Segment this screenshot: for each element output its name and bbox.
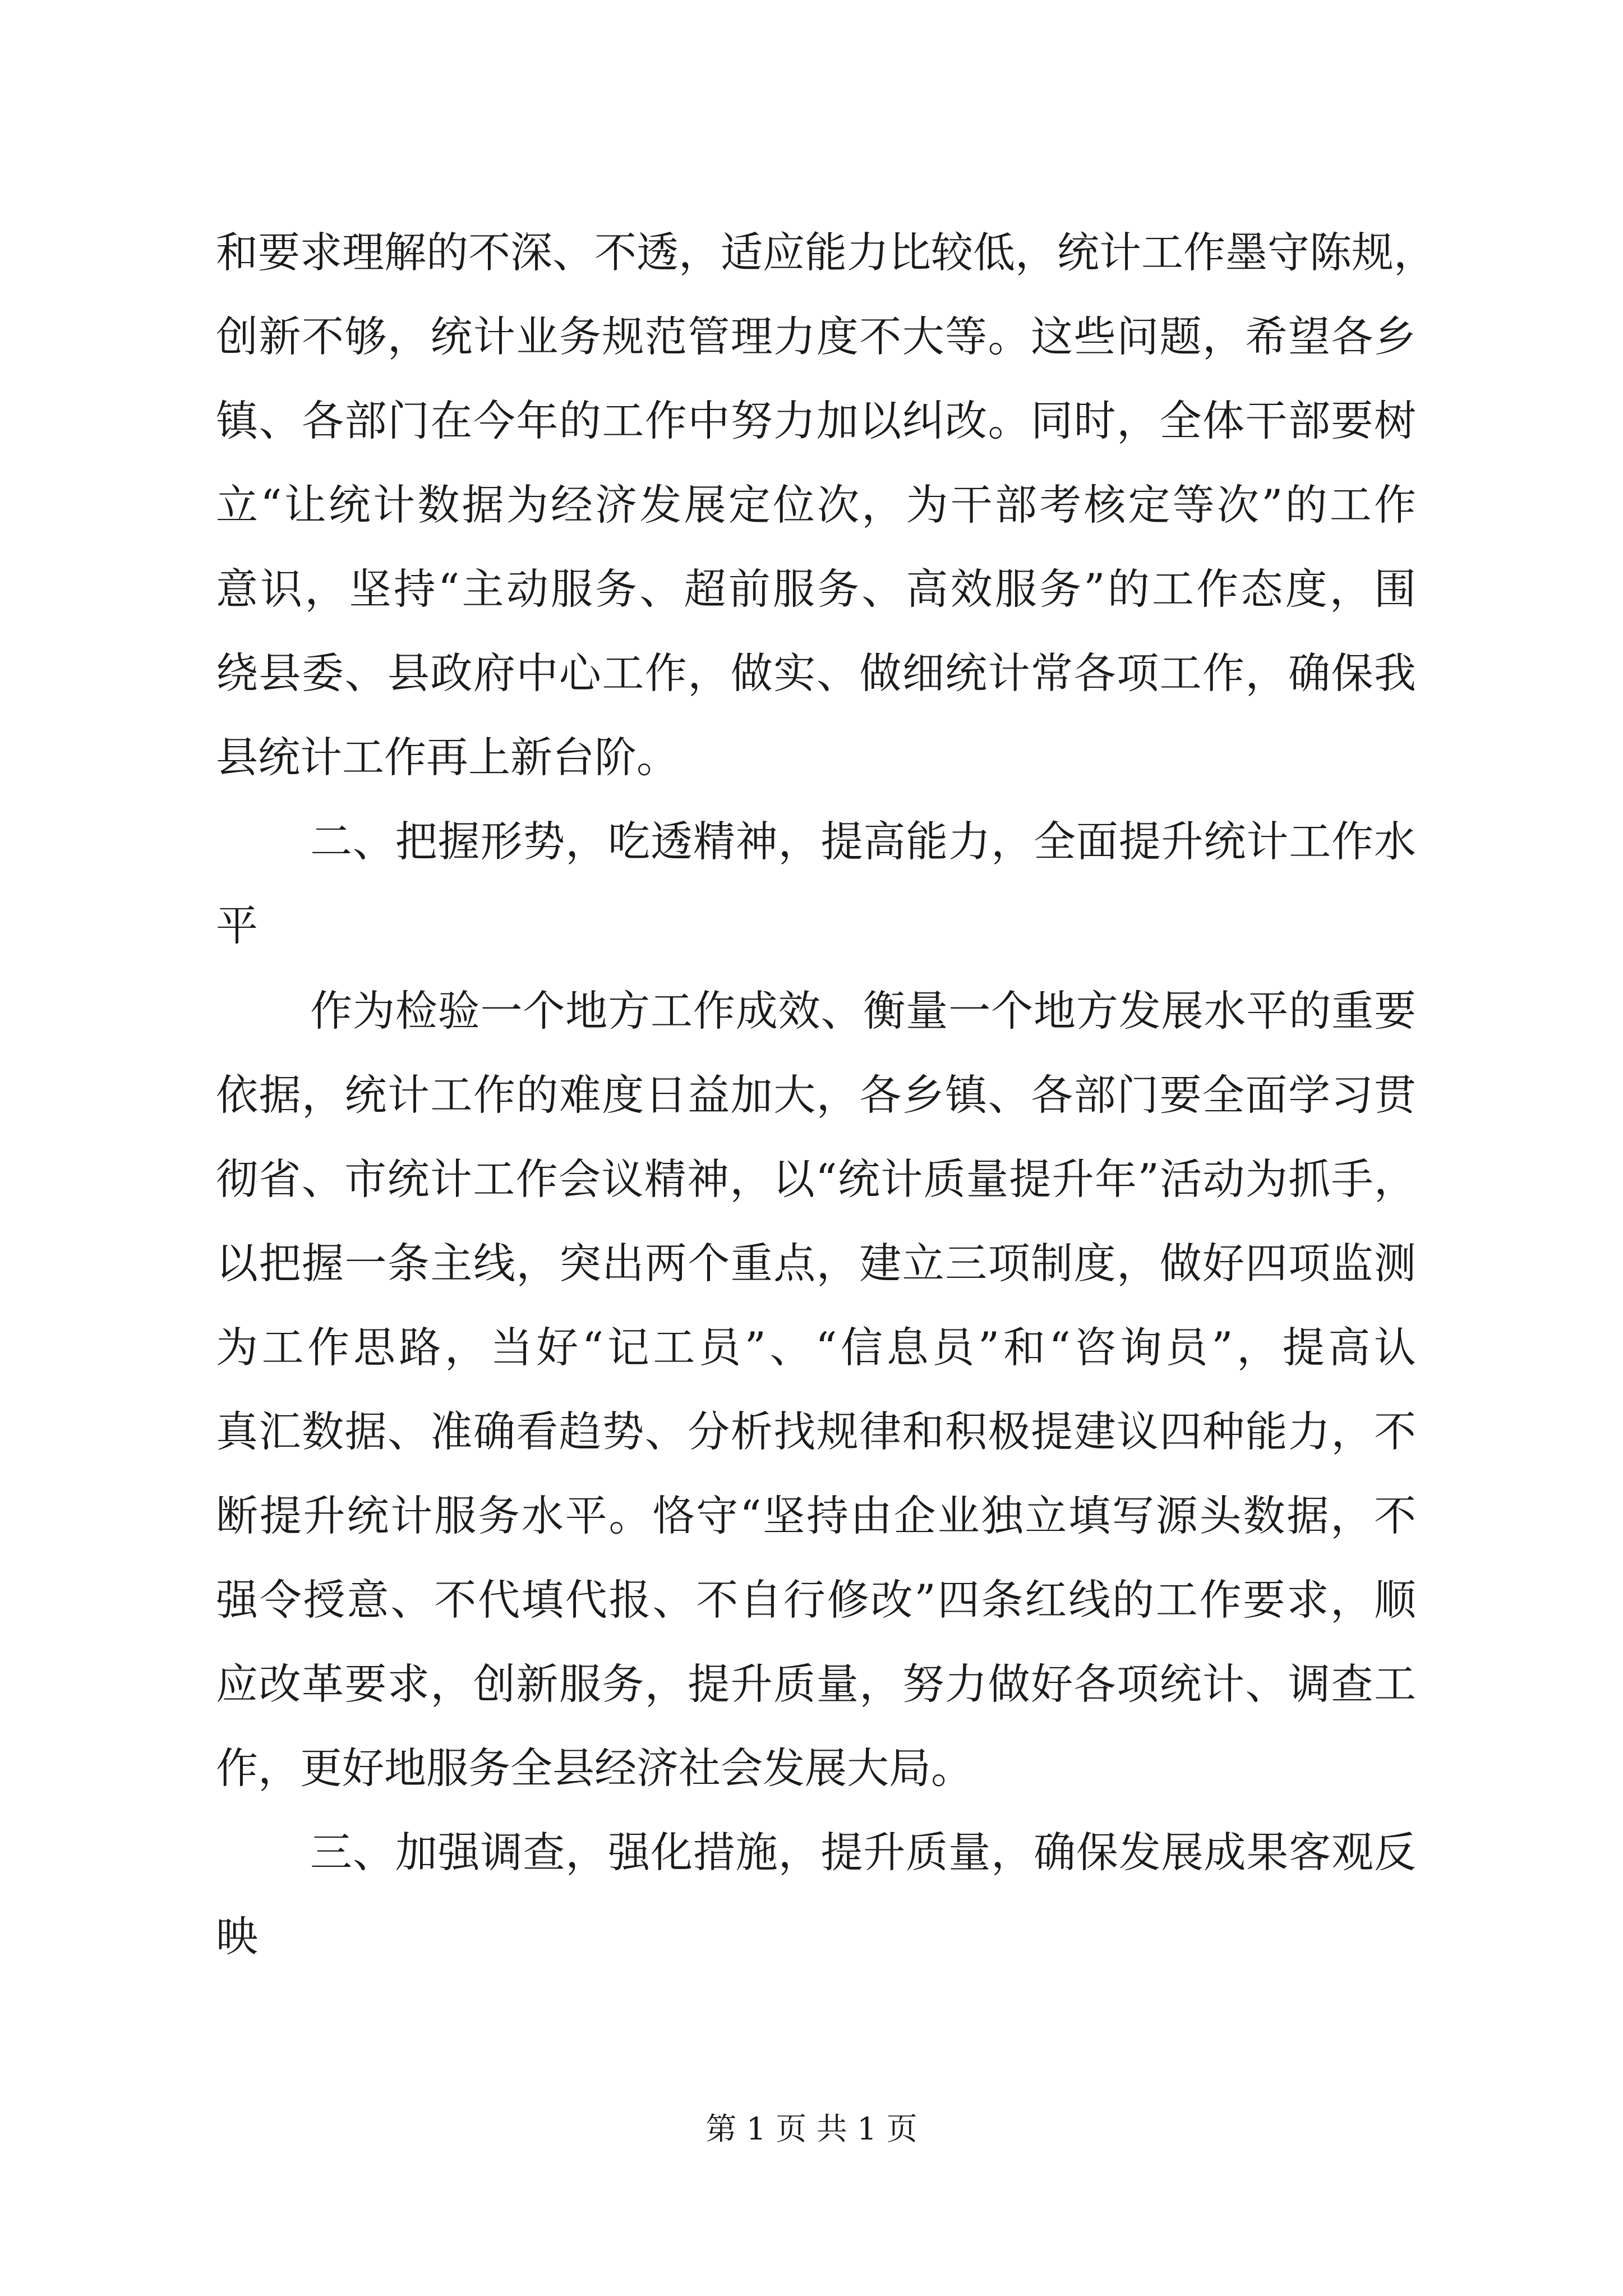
body-line: 作，更好地服务全县经济社会发展大局。	[216, 1743, 974, 1793]
body-line: 应改革要求，创新服务，提升质量，努力做好各项统计、调查工	[216, 1659, 1416, 1709]
section-heading: 三、加强调查，强化措施，提升质量，确保发展成果客观反	[310, 1828, 1416, 1877]
page-number-footer: 第 1 页 共 1 页	[706, 2111, 917, 2147]
section-heading: 映	[216, 1912, 259, 1961]
body-line: 创新不够，统计业务规范管理力度不大等。这些问题，希望各乡	[216, 312, 1416, 361]
section-heading: 平	[216, 901, 259, 950]
body-line: 强令授意、不代填代报、不自行修改”四条红线的工作要求，顺	[216, 1575, 1416, 1625]
body-line: 依据，统计工作的难度日益加大，各乡镇、各部门要全面学习贯	[216, 1070, 1416, 1120]
body-line: 为工作思路，当好“记工员”、“信息员”和“咨询员”，提高认	[216, 1323, 1416, 1372]
body-line: 县统计工作再上新台阶。	[216, 733, 679, 782]
body-line: 断提升统计服务水平。恪守“坚持由企业独立填写源头数据，不	[216, 1491, 1416, 1540]
body-line: 和要求理解的不深、不透，适应能力比较低，统计工作墨守陈规，	[216, 228, 1436, 277]
body-line: 作为检验一个地方工作成效、衡量一个地方发展水平的重要	[310, 986, 1416, 1036]
body-line: 真汇数据、准确看趋势、分析找规律和积极提建议四种能力，不	[216, 1407, 1416, 1456]
body-line: 意识，坚持“主动服务、超前服务、高效服务”的工作态度，围	[216, 564, 1416, 614]
body-line: 镇、各部门在今年的工作中努力加以纠改。同时，全体干部要树	[216, 396, 1416, 445]
section-heading: 二、把握形势，吃透精神，提高能力，全面提升统计工作水	[310, 817, 1416, 866]
body-line: 绕县委、县政府中心工作，做实、做细统计常各项工作，确保我	[216, 648, 1416, 698]
body-line: 彻省、市统计工作会议精神，以“统计质量提升年”活动为抓手，	[216, 1154, 1416, 1204]
body-line: 以把握一条主线，突出两个重点，建立三项制度，做好四项监测	[216, 1239, 1416, 1288]
body-line: 立“让统计数据为经济发展定位次，为干部考核定等次”的工作	[216, 480, 1416, 530]
